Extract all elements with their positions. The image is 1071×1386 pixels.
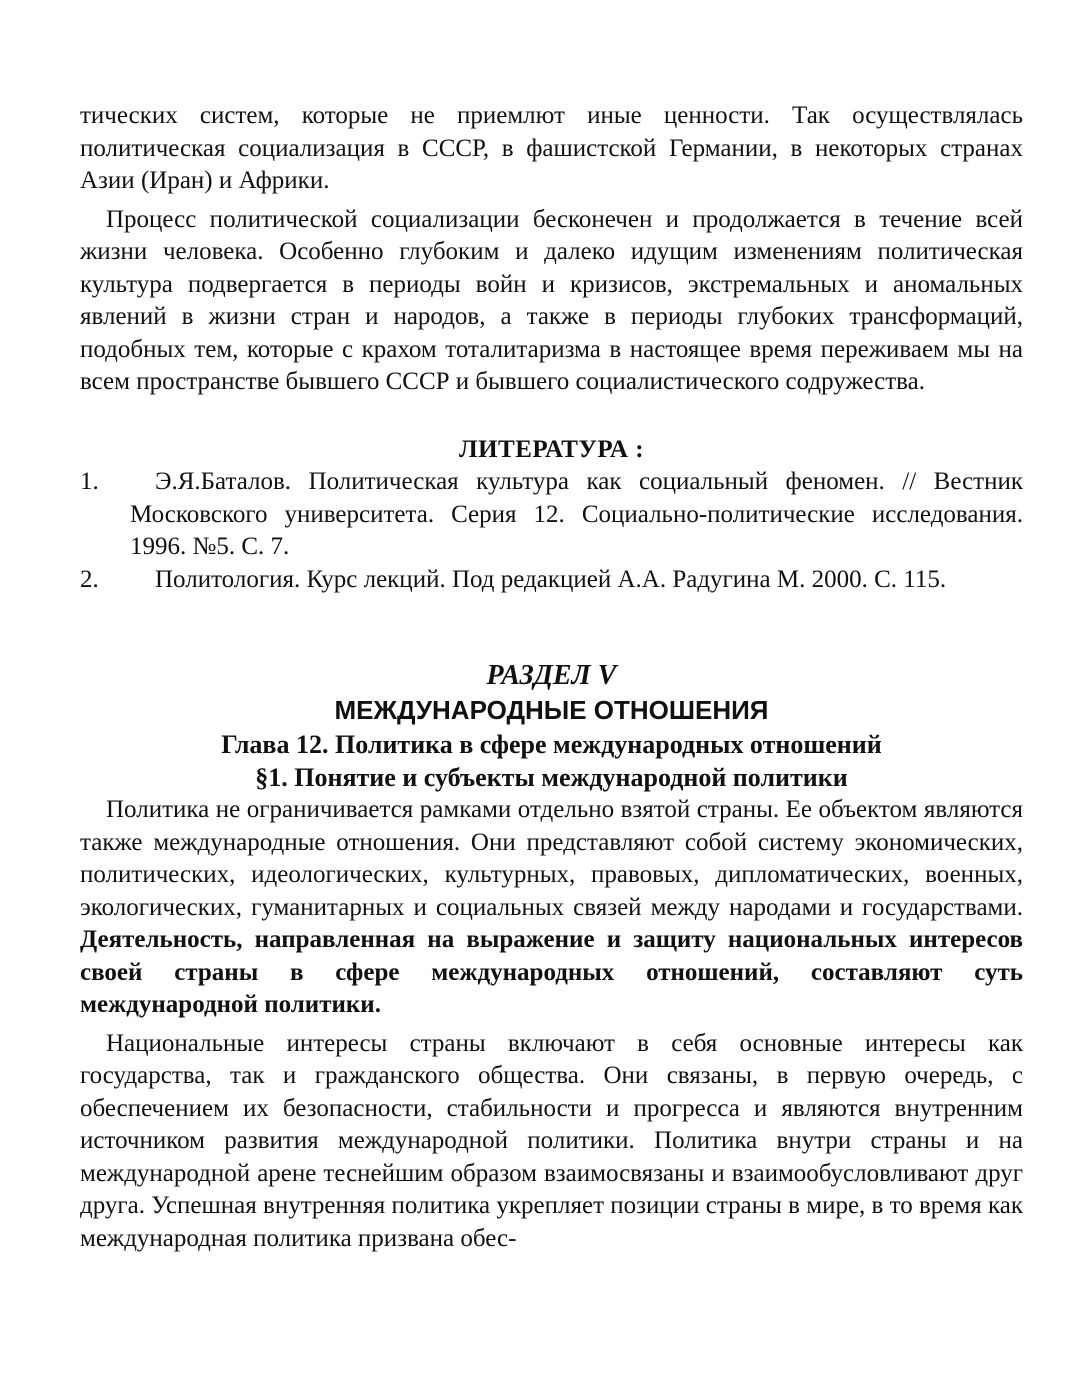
section-header	[80, 658, 1023, 794]
body-paragraph-1	[80, 794, 1023, 1022]
literature-item-number: 1.	[80, 468, 99, 495]
body-paragraph-1-text: Политика не ограничивается рамками отдельно взятой страны. Ее объектом являются также международные отношения. Они представляют собой систему экономических, политических, идеологических, культурных, правовых, дипломатических, военных, экологических, гуманитарных и социальных связей между народами и государствами.	[80, 796, 1023, 921]
body-paragraph-2: Национальные интересы страны включают в себя основные интересы как государства, так и гражданского общества. Они связаны, в первую очередь, с обеспечением их безопасности, стабильности и прогресса и являются внутренним источником развития международной политики. Политика внутри страны и на международной арене теснейшим образом взаимосвязаны и взаимообусловливают друг друга. Успешная внутренняя политика укрепляет позиции страны в мире, в то время как международная политика призвана обес-	[80, 1029, 1023, 1252]
document-page	[80, 100, 1023, 1255]
literature-list	[80, 466, 1023, 596]
intro-paragraph-2: Процесс политической социализации бесконечен и продолжается в течение всей жизни человека. Особенно глубоким и далеко идущим изменениям политическая культура подвергается в периоды войн и кризисов, экстремальных и аномальных явлений в жизни стран и народов, а также в периоды глубоких трансформаций, подобных тем, которые с крахом тоталитаризма в настоящее время переживаем мы на всем пространстве бывшего СССР и бывшего социалистического содружества.	[80, 205, 1023, 395]
literature-item-text: Политология. Курс лекций. Под редакцией А.А. Радугина М. 2000. С. 115.	[155, 565, 947, 593]
literature-item-text: Э.Я.Баталов. Политическая культура как социальный феномен. // Вестник Московского университета. Серия 12. Социально-политические исследования. 1996. №5. С. 7.	[130, 468, 1023, 560]
literature-title: ЛИТЕРАТУРА :	[458, 435, 645, 463]
section-title: МЕЖДУНАРОДНЫЕ ОТНОШЕНИЯ	[334, 695, 769, 725]
section-label: РАЗДЕЛ V	[486, 660, 617, 691]
literature-item	[80, 466, 1023, 564]
paragraph-title: §1. Понятие и субъекты международной политики	[255, 763, 848, 792]
literature-item-number: 2.	[80, 565, 99, 593]
literature-item	[80, 564, 1023, 597]
chapter-title: Глава 12. Политика в сфере международных отношений	[221, 730, 882, 759]
body-paragraph-1-bold-definition: Деятельность, направленная на выражение и защиту национальных интересов своей страны в сфере международных отношений, составляют суть международной политики.	[80, 926, 1023, 1018]
intro-paragraph-1: тических систем, которые не приемлют иные ценности. Так осуществлялась политическая социализация в СССР, в фашистской Германии, в некоторых странах Азии (Иран) и Африки.	[80, 102, 1023, 194]
